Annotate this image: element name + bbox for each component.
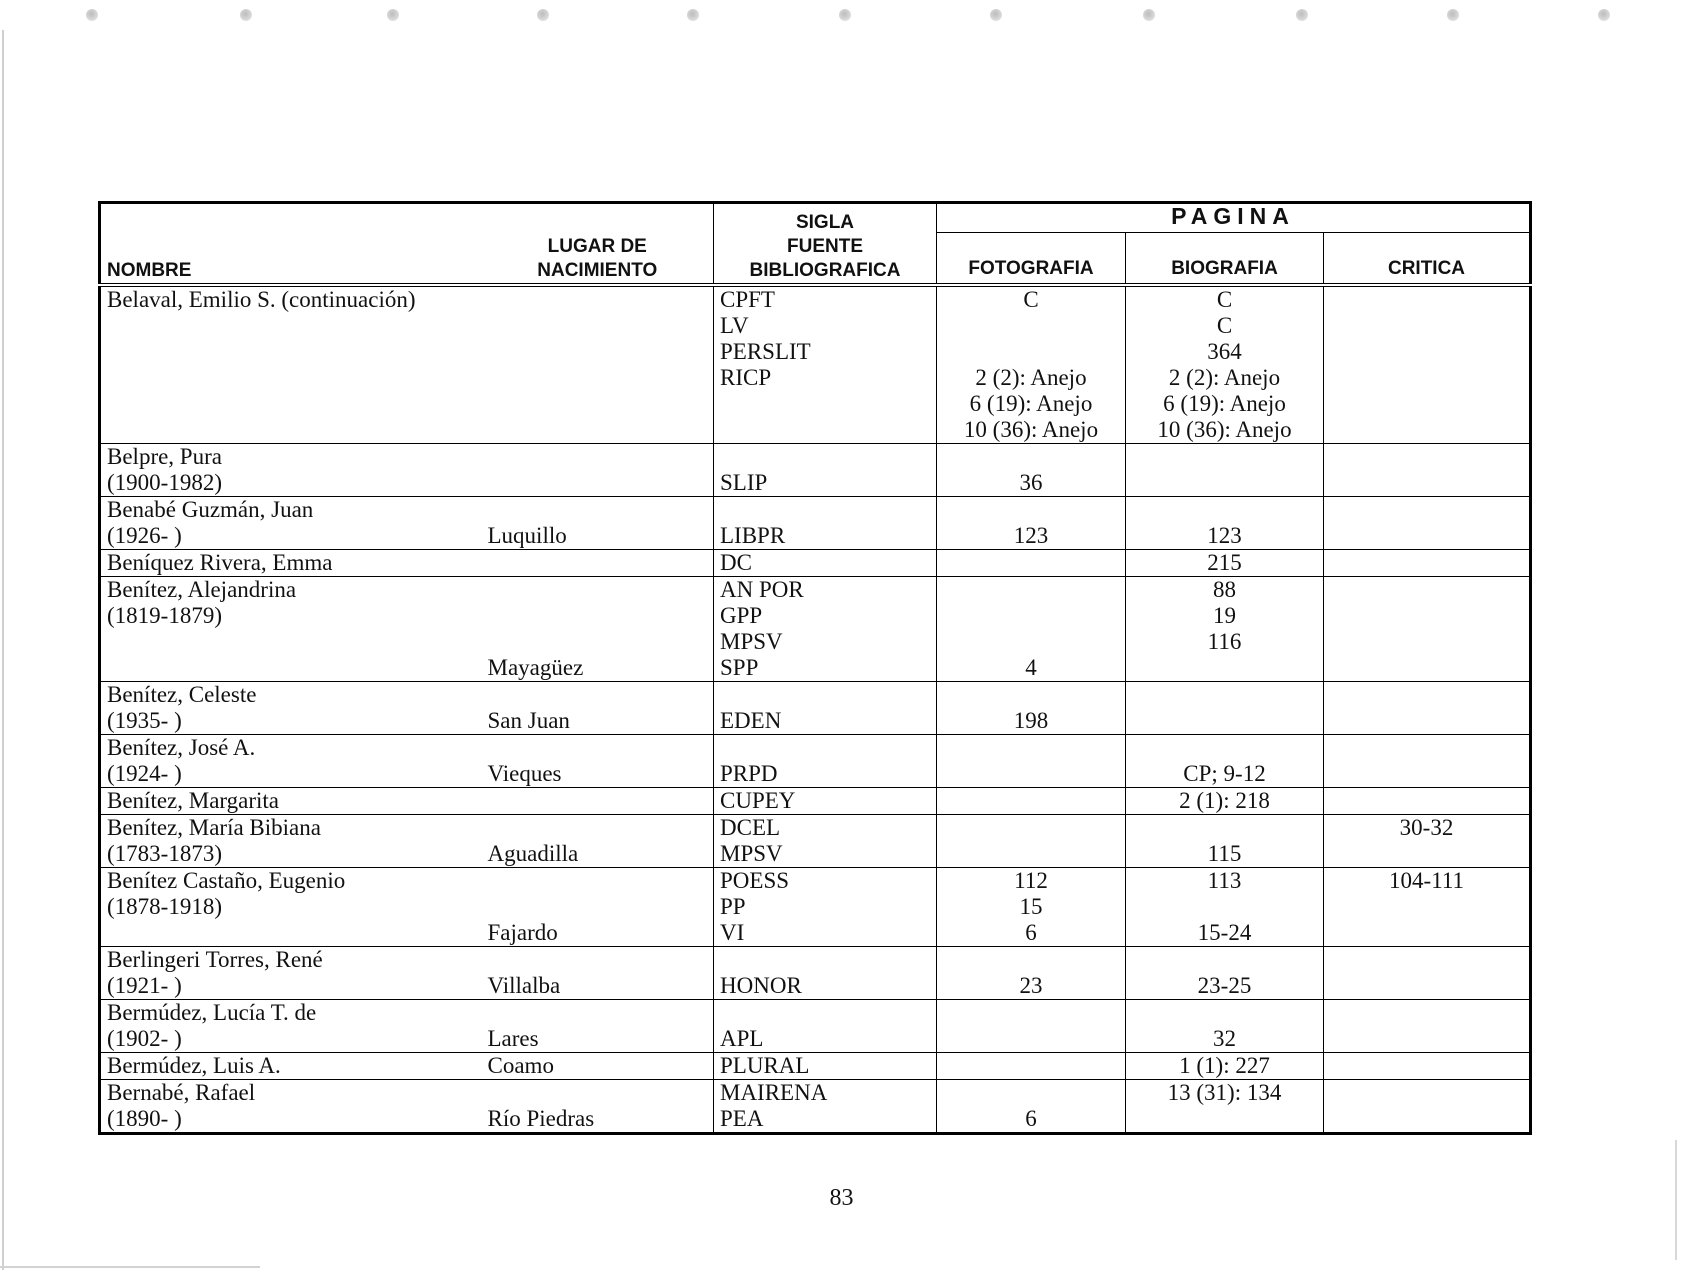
critica-cell (1324, 682, 1531, 735)
fotografia-cell: 198 (937, 682, 1126, 735)
birthplace-cell (482, 788, 714, 815)
birthplace-cell: Aguadilla (482, 815, 714, 868)
binder-hole (537, 9, 549, 21)
author-name-cell: Berlingeri Torres, René (1921- ) (100, 947, 482, 1000)
sigla-cell: MAIRENA PEA (714, 1080, 937, 1134)
page-left-edge (2, 30, 4, 1270)
table-body (100, 285, 1531, 1134)
header-pagina: PAGINA (937, 203, 1531, 233)
fotografia-cell: 112 15 6 (937, 868, 1126, 947)
sigla-cell: APL (714, 1000, 937, 1053)
table-row (100, 1080, 1531, 1134)
birthplace-cell: Fajardo (482, 868, 714, 947)
birthplace-cell: Vieques (482, 735, 714, 788)
sigla-cell: POESS PP VI (714, 868, 937, 947)
birthplace-cell: Río Piedras (482, 1080, 714, 1134)
header-critica: CRITICA (1324, 233, 1531, 286)
critica-cell (1324, 550, 1531, 577)
biografia-cell: 113 15-24 (1126, 868, 1324, 947)
header-sigla: SIGLA FUENTE BIBLIOGRAFICA (714, 203, 937, 286)
fotografia-cell (937, 788, 1126, 815)
fotografia-cell (937, 550, 1126, 577)
fotografia-cell: 123 (937, 497, 1126, 550)
biografia-cell: 1 (1): 227 (1126, 1053, 1324, 1080)
author-name-cell: Bermúdez, Luis A. (100, 1053, 482, 1080)
critica-cell (1324, 1000, 1531, 1053)
author-name-cell: Beníquez Rivera, Emma (100, 550, 482, 577)
sigla-cell: DC (714, 550, 937, 577)
fotografia-cell (937, 1053, 1126, 1080)
author-name-cell: Bernabé, Rafael (1890- ) (100, 1080, 482, 1134)
birthplace-cell: Mayagüez (482, 577, 714, 682)
binder-hole (1598, 9, 1610, 21)
fotografia-cell: 23 (937, 947, 1126, 1000)
table-row (100, 815, 1531, 868)
author-name-cell: Belaval, Emilio S. (continuación) (100, 285, 482, 444)
binder-hole (86, 9, 98, 21)
binder-hole (839, 9, 851, 21)
author-name-cell: Benítez, Celeste (1935- ) (100, 682, 482, 735)
binder-hole (1447, 9, 1459, 21)
fotografia-cell: 36 (937, 444, 1126, 497)
biografia-cell: 32 (1126, 1000, 1324, 1053)
binder-hole (687, 9, 699, 21)
table-row (100, 735, 1531, 788)
page-number: 83 (829, 1185, 854, 1211)
table-row (100, 1000, 1531, 1053)
table-row (100, 285, 1531, 444)
header-fotografia: FOTOGRAFIA (937, 233, 1126, 286)
sigla-cell: AN POR GPP MPSV SPP (714, 577, 937, 682)
birthplace-cell: Luquillo (482, 497, 714, 550)
critica-cell (1324, 788, 1531, 815)
biografia-cell: 123 (1126, 497, 1324, 550)
biografia-cell: C C 364 2 (2): Anejo 6 (19): Anejo 10 (36): Anejo (1126, 285, 1324, 444)
birthplace-cell (482, 550, 714, 577)
birthplace-cell (482, 444, 714, 497)
biografia-cell (1126, 444, 1324, 497)
author-name-cell: Benítez, Alejandrina (1819-1879) (100, 577, 482, 682)
critica-cell (1324, 735, 1531, 788)
biografia-cell: 115 (1126, 815, 1324, 868)
biografia-cell: 13 (31): 134 (1126, 1080, 1324, 1134)
author-name-cell: Bermúdez, Lucía T. de (1902- ) (100, 1000, 482, 1053)
author-name-cell: Benítez, José A. (1924- ) (100, 735, 482, 788)
table-row (100, 788, 1531, 815)
critica-cell (1324, 1080, 1531, 1134)
critica-cell (1324, 947, 1531, 1000)
binder-hole (1296, 9, 1308, 21)
biografia-cell: 215 (1126, 550, 1324, 577)
biografia-cell: 23-25 (1126, 947, 1324, 1000)
header-lugar: LUGAR DE NACIMIENTO (482, 203, 714, 286)
critica-cell (1324, 577, 1531, 682)
sigla-cell: HONOR (714, 947, 937, 1000)
binder-hole (990, 9, 1002, 21)
author-name-cell: Benítez, Margarita (100, 788, 482, 815)
table-row (100, 444, 1531, 497)
biografia-cell (1126, 682, 1324, 735)
table-row (100, 947, 1531, 1000)
sigla-cell: LIBPR (714, 497, 937, 550)
biografia-cell: 2 (1): 218 (1126, 788, 1324, 815)
table-row (100, 868, 1531, 947)
author-name-cell: Benabé Guzmán, Juan (1926- ) (100, 497, 482, 550)
fotografia-cell: 4 (937, 577, 1126, 682)
sigla-cell: CPFT LV PERSLIT RICP (714, 285, 937, 444)
table-row (100, 577, 1531, 682)
birthplace-cell: San Juan (482, 682, 714, 735)
critica-cell (1324, 497, 1531, 550)
table-row (100, 682, 1531, 735)
table-row (100, 1053, 1531, 1080)
fotografia-cell: C 2 (2): Anejo 6 (19): Anejo 10 (36): Anejo (937, 285, 1126, 444)
header-nombre: NOMBRE (100, 203, 482, 286)
page-bottom-edge (0, 1266, 260, 1268)
fotografia-cell (937, 1000, 1126, 1053)
critica-cell: 30-32 (1324, 815, 1531, 868)
author-name-cell: Benítez, María Bibiana (1783-1873) (100, 815, 482, 868)
author-name-cell: Belpre, Pura (1900-1982) (100, 444, 482, 497)
critica-cell (1324, 444, 1531, 497)
birthplace-cell: Coamo (482, 1053, 714, 1080)
sigla-cell: SLIP (714, 444, 937, 497)
biografia-cell: 88 19 116 (1126, 577, 1324, 682)
birthplace-cell (482, 285, 714, 444)
fotografia-cell (937, 735, 1126, 788)
sigla-cell: CUPEY (714, 788, 937, 815)
binder-hole (1143, 9, 1155, 21)
critica-cell (1324, 285, 1531, 444)
critica-cell (1324, 1053, 1531, 1080)
sigla-cell: PRPD (714, 735, 937, 788)
biografia-cell: CP; 9-12 (1126, 735, 1324, 788)
binder-hole (240, 9, 252, 21)
table-row (100, 497, 1531, 550)
birthplace-cell: Lares (482, 1000, 714, 1053)
sigla-cell: EDEN (714, 682, 937, 735)
table-row (100, 550, 1531, 577)
sigla-cell: PLURAL (714, 1053, 937, 1080)
sigla-cell: DCEL MPSV (714, 815, 937, 868)
bibliography-table (98, 201, 1532, 1135)
header-biografia: BIOGRAFIA (1126, 233, 1324, 286)
fotografia-cell (937, 815, 1126, 868)
critica-cell: 104-111 (1324, 868, 1531, 947)
fotografia-cell: 6 (937, 1080, 1126, 1134)
binder-hole (387, 9, 399, 21)
birthplace-cell: Villalba (482, 947, 714, 1000)
author-name-cell: Benítez Castaño, Eugenio (1878-1918) (100, 868, 482, 947)
